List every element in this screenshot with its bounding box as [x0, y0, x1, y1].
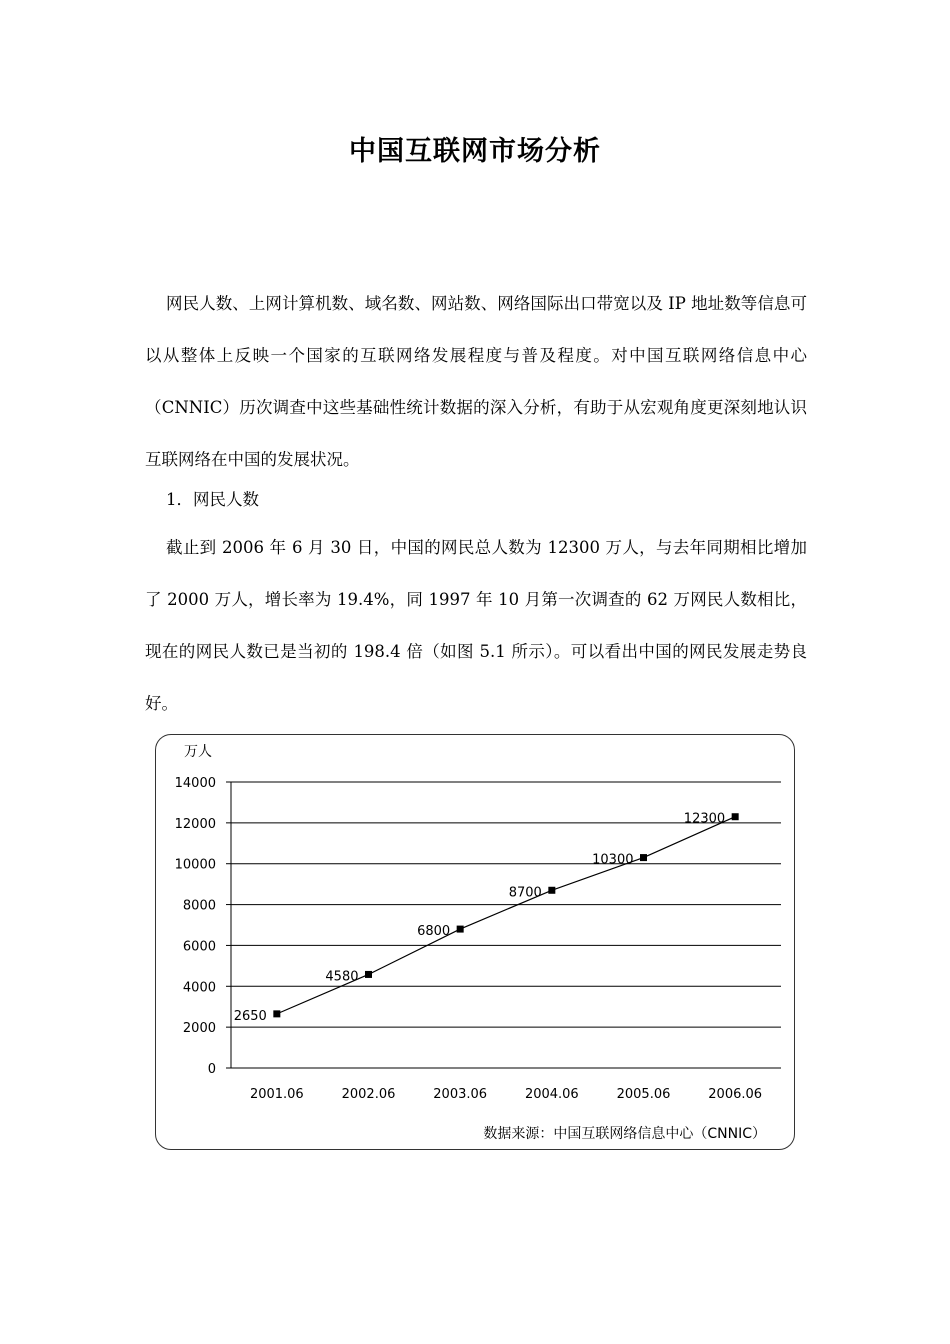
y-tick-label: 8000 [182, 898, 216, 914]
chart-frame [155, 734, 795, 1150]
data-label: 12300 [683, 811, 726, 827]
x-tick-label: 2001.06 [249, 1087, 304, 1102]
data-point [365, 971, 372, 978]
x-tick-label: 2002.06 [341, 1087, 396, 1102]
netizen-paragraph: 截止到 2006 年 6 月 30 日，中国的网民总人数为 12300 万人，与去年同期相比增加了 2000 万人，增长率为 19.4%，同 1997 年 10 月第一次调查的 62 万网民人数相比，现在的网民人数已是当初的 198.4 倍（如图 5.1 所示）。可以看出中国的网民发展走势良好。 [145, 538, 807, 713]
data-label: 8700 [508, 885, 542, 901]
intro-paragraph: 网民人数、上网计算机数、域名数、网站数、网络国际出口带宽以及 IP 地址数等信息可以从整体上反映一个国家的互联网络发展程度与普及程度。对中国互联网络信息中心（CNNIC）历次调查中这些基础性统计数据的深入分析，有助于从宏观角度更深刻地认识互联网络在中国的发展状况。 [145, 294, 807, 469]
section-heading: 1．网民人数 [166, 490, 259, 509]
x-tick-label: 2006.06 [708, 1087, 763, 1102]
data-label: 2650 [233, 1008, 267, 1024]
data-point [732, 813, 739, 820]
netizen-line-chart [156, 735, 796, 1151]
y-axis-label: 万人 [184, 744, 212, 760]
data-point [457, 926, 464, 933]
y-tick-label: 2000 [182, 1021, 216, 1037]
y-tick-label: 12000 [174, 816, 216, 832]
y-tick-label: 14000 [174, 776, 216, 791]
y-tick-label: 10000 [174, 857, 216, 873]
x-tick-label: 2003.06 [433, 1087, 488, 1102]
x-tick-label: 2004.06 [524, 1087, 579, 1102]
source-note: 数据来源：中国互联网络信息中心（CNNIC） [483, 1126, 766, 1142]
data-point [640, 854, 647, 861]
data-point [273, 1010, 280, 1017]
y-tick-label: 4000 [182, 980, 216, 996]
data-label: 4580 [325, 969, 359, 985]
data-label: 6800 [417, 924, 451, 940]
y-tick-label: 6000 [182, 939, 216, 955]
data-label: 10300 [592, 852, 634, 868]
page-title: 中国互联网市场分析 [349, 136, 601, 167]
y-tick-label: 0 [207, 1062, 216, 1077]
x-tick-label: 2005.06 [616, 1087, 671, 1102]
data-point [548, 887, 555, 894]
